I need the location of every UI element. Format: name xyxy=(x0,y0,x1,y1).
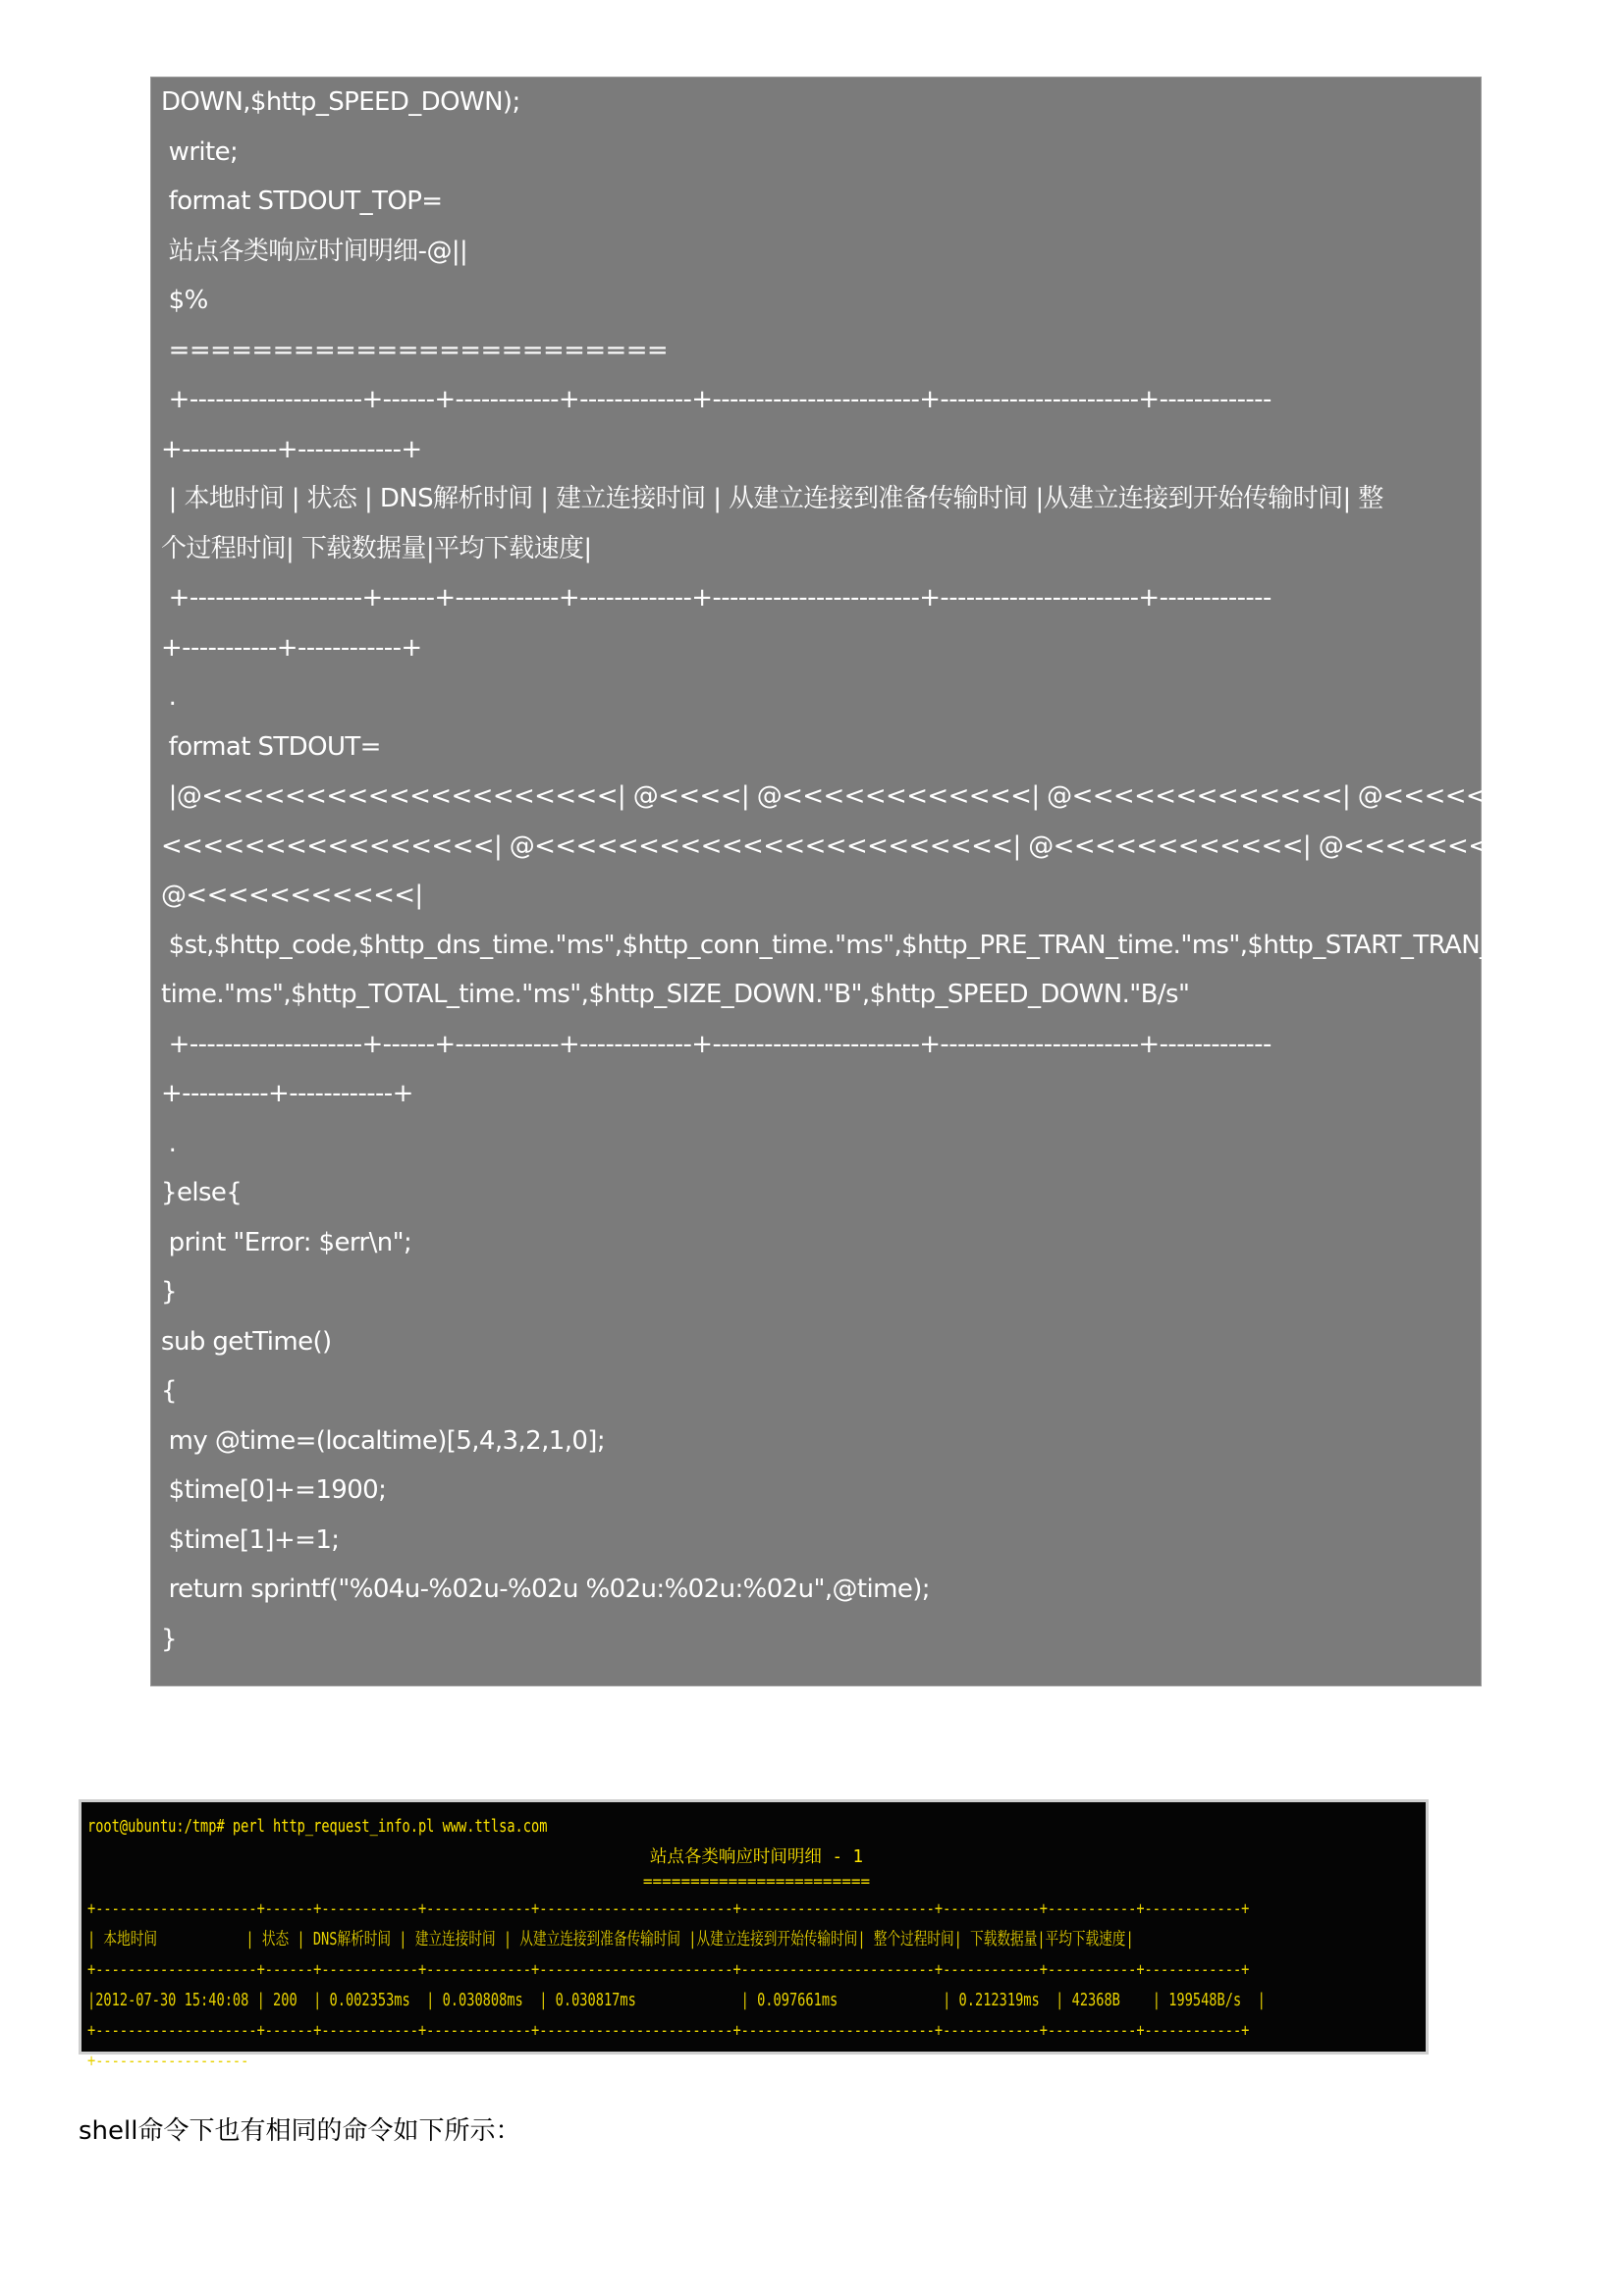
code-line: +-----------+------------+ xyxy=(161,434,422,464)
terminal-title: 站点各类响应时间明细 - 1 xyxy=(649,1847,864,1867)
code-line: DOWN,$http_SPEED_DOWN); xyxy=(161,87,520,117)
code-line: $st,$http_code,$http_dns_time."ms",$http_conn_time."ms",$http_PRE_TRAN_time."ms",$http_START_TRAN_ xyxy=(161,930,1492,960)
code-line: { xyxy=(161,1376,177,1406)
terminal-partial-line: +------------------- xyxy=(87,2052,249,2071)
terminal-border-mid: +--------------------+------+------------+-------------+------------------------+------------------------+------------+-----------+------------+ xyxy=(87,1960,1250,1980)
code-line: } xyxy=(161,1624,177,1654)
code-line: time."ms",$http_TOTAL_time."ms",$http_SIZE_DOWN."B",$http_SPEED_DOWN."B/s" xyxy=(161,980,1190,1009)
code-line: @<<<<<<<<<<<| xyxy=(161,881,423,910)
code-line: print "Error: $err\n"; xyxy=(161,1227,412,1257)
code-line: ======================== xyxy=(161,335,669,365)
caption-text: shell命令下也有相同的命令如下所示： xyxy=(79,2116,521,2146)
code-line: . xyxy=(161,1128,177,1158)
code-line: $time[0]+=1900; xyxy=(161,1475,387,1505)
code-line: $time[1]+=1; xyxy=(161,1524,340,1555)
code-line: } xyxy=(161,1277,177,1307)
code-line: +----------+------------+ xyxy=(161,1079,413,1108)
terminal-header-row: | 本地时间 | 状态 | DNS解析时间 | 建立连接时间 | 从建立连接到准备传输时间 |从建立连接到开始传输时间| 整个过程时间| 下载数据量|平均下载速度| xyxy=(87,1930,1134,1949)
terminal-prompt: root@ubuntu:/tmp# perl http_request_info.pl www.ttlsa.com xyxy=(87,1817,548,1837)
code-line: }else{ xyxy=(161,1178,243,1207)
code-line: write; xyxy=(161,136,239,167)
code-line: <<<<<<<<<<<<<<<<| @<<<<<<<<<<<<<<<<<<<<<<<| @<<<<<<<<<<<<| @<<<<<<<<<<| xyxy=(161,830,1560,861)
code-line: $% xyxy=(161,286,208,315)
code-line: 个过程时间| 下载数据量|平均下载速度| xyxy=(161,533,592,563)
code-block xyxy=(150,77,1560,1686)
code-line: format STDOUT_TOP= xyxy=(161,187,443,216)
code-line: return sprintf("%04u-%02u-%02u %02u:%02u:%02u",@time); xyxy=(161,1575,930,1604)
terminal-border-top: +--------------------+------+------------+-------------+------------------------+------------------------+------------+-----------+------------+ xyxy=(87,1899,1250,1919)
code-line: my @time=(localtime)[5,4,3,2,1,0]; xyxy=(161,1425,606,1456)
code-line: +--------------------+------+------------+-------------+------------------------+-----------------------+------------- xyxy=(161,1029,1271,1059)
code-line: +--------------------+------+------------+-------------+------------------------+-----------------------+------------- xyxy=(161,385,1271,414)
code-line: | 本地时间 | 状态 | DNS解析时间 | 建立连接时间 | 从建立连接到准备传输时间 |从建立连接到开始传输时间| 整 xyxy=(161,484,1383,513)
terminal-title-underline: ======================== xyxy=(642,1872,871,1891)
code-line: |@<<<<<<<<<<<<<<<<<<<<| @<<<<| @<<<<<<<<<<<<| @<<<<<<<<<<<<<| @<<<<<<<< xyxy=(161,781,1549,811)
code-line: +-----------+------------+ xyxy=(161,632,422,663)
terminal-border-bottom: +--------------------+------+------------+-------------+------------------------+------------------------+------------+-----------+------------+ xyxy=(87,2021,1250,2041)
terminal-data-row: |2012-07-30 15:40:08 | 200 | 0.002353ms | 0.030808ms | 0.030817ms | 0.097661ms | 0.212319ms | 42368B | 199548B/s | xyxy=(87,1991,1266,2010)
terminal-screenshot xyxy=(79,1799,1429,2071)
code-line: sub getTime() xyxy=(161,1326,332,1357)
code-line: format STDOUT= xyxy=(161,731,381,762)
code-line: . xyxy=(161,682,177,712)
code-line: +--------------------+------+------------+-------------+------------------------+-----------------------+------------- xyxy=(161,583,1271,613)
code-line: 站点各类响应时间明细-@|| xyxy=(161,236,468,266)
